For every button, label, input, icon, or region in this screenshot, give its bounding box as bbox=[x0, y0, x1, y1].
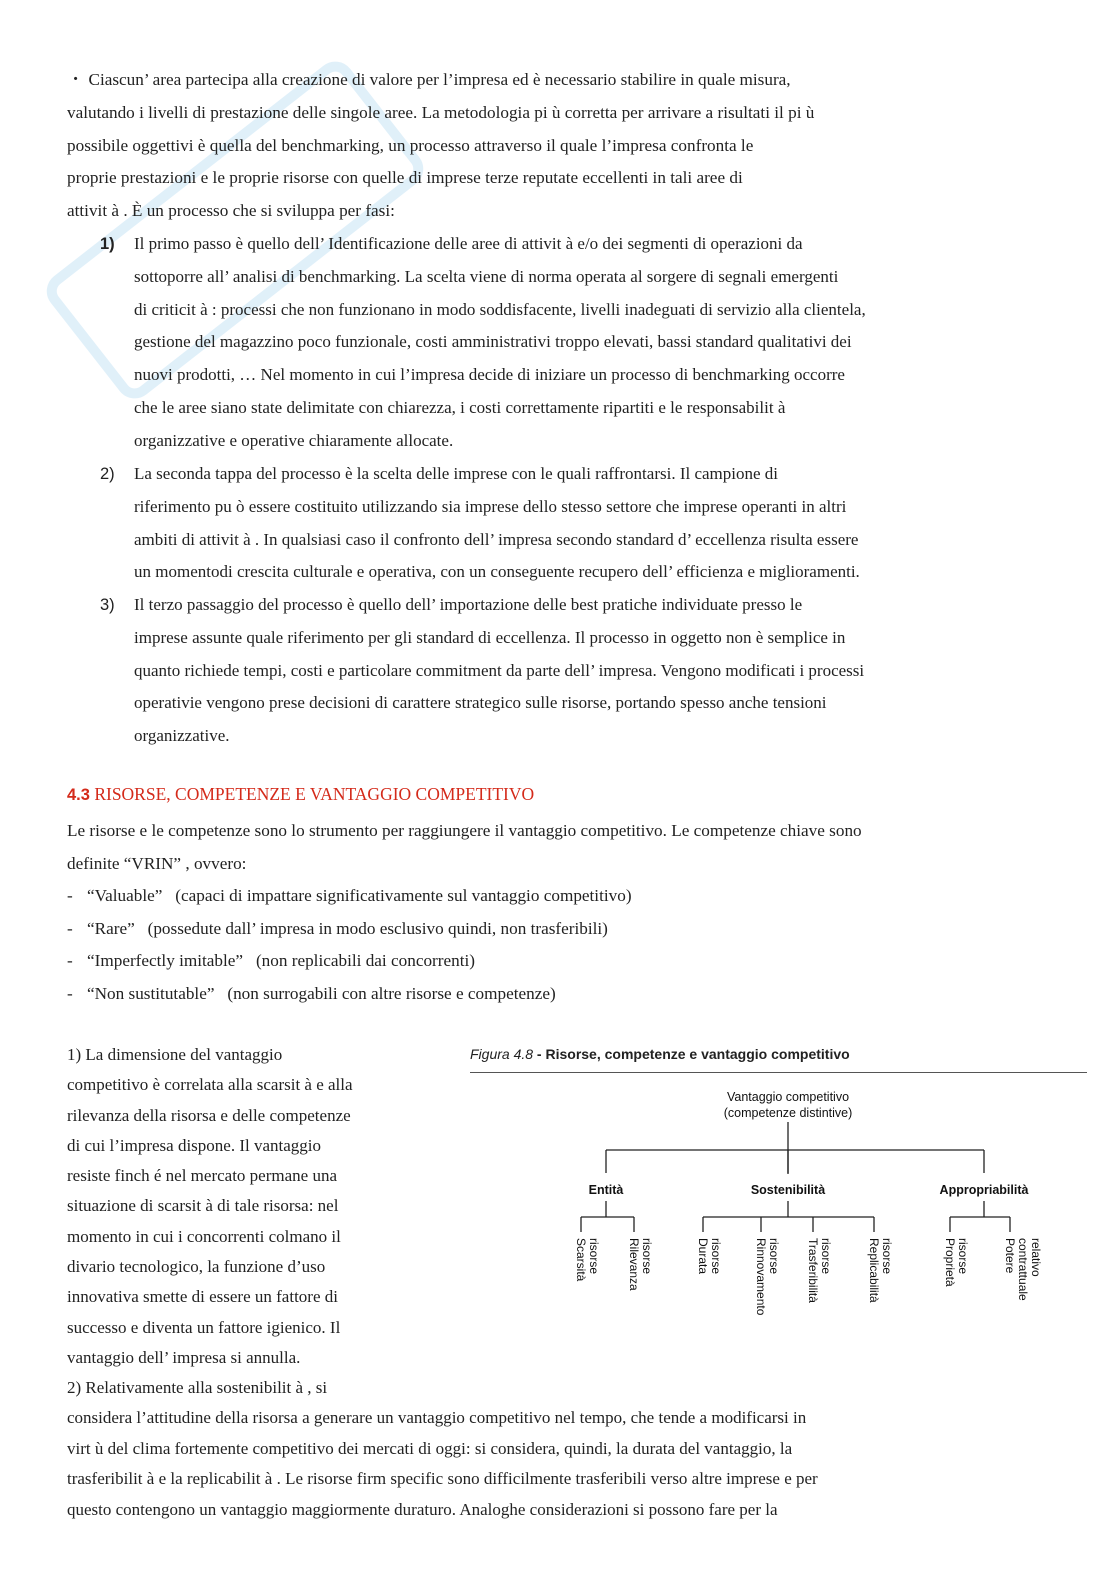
tree-category-label: Appropriabilità bbox=[939, 1183, 1029, 1197]
intro-paragraph bbox=[67, 64, 1047, 228]
figure-caption: Figura 4.8 - Risorse, competenze e vantaggio competitivo bbox=[470, 1046, 850, 1062]
tree-leaf-label bbox=[806, 1238, 833, 1303]
vrin-item: - “Non sustitutable” (non surrogabili con altre risorse e competenze) bbox=[67, 983, 556, 1003]
vrin-item: - “Rare” (possedute dall’ impresa in modo esclusivo quindi, non trasferibili) bbox=[67, 918, 608, 938]
vrin-desc: (capaci di impattare significativamente sul vantaggio competitivo) bbox=[175, 886, 632, 905]
intro-line: proprie prestazioni e le proprie risorse con quelle di imprese terze reputate eccellenti in tali aree di bbox=[67, 168, 743, 188]
tree-leaf-line: Trasferibilità bbox=[806, 1238, 820, 1303]
tree-leaf-label bbox=[943, 1238, 970, 1287]
tree-leaf-line: Scarsità bbox=[574, 1238, 588, 1282]
figure-4-8 bbox=[470, 1046, 1090, 1346]
closing-paragraph: considera l’attitudine della risorsa a generare un vantaggio competitivo nel tempo, che tende a modificarsi in virt ù del clima fortemente competitivo dei mercati di oggi: si considera, quindi, la durata del vantaggio, la trasferibilit à e la replicabilit à . Le risorse firm specific sono difficilmente trasferibili verso altre imprese e per questo contengono un vantaggio maggiormente duraturo. Analoghe considerazioni si possono fare per la bbox=[67, 1408, 818, 1519]
section-title: RISORSE, COMPETENZE E VANTAGGIO COMPETITIVO bbox=[94, 784, 535, 804]
tree-category-label: Entità bbox=[588, 1183, 624, 1197]
vrin-desc: (possedute dall’ impresa in modo esclusivo quindi, non trasferibili) bbox=[147, 918, 608, 938]
vrin-item: - “Valuable” (capaci di impattare significativamente sul vantaggio competitivo) bbox=[67, 886, 632, 905]
section-intro: Le risorse e le competenze sono lo strumento per raggiungere il vantaggio competitivo. Le competenze chiave sono definite “VRIN” , ovvero: bbox=[67, 821, 862, 873]
resource-tree-diagram bbox=[470, 1046, 1090, 1346]
vrin-list bbox=[67, 880, 767, 1010]
vrin-desc: (non replicabili dai concorrenti) bbox=[255, 951, 475, 970]
step-text: Il primo passo è quello dell’ Identificazione delle aree di attivit à e/o dei segmenti di operazioni da sottoporre all’ analisi di benchmarking. La scelta viene di norma operata al sorgere di segnali emergenti di criticit à : processi che non funzionano in modo soddisfacente, livelli inadeguati di servizio alla clientela, gestione del magazzino poco funzionale, costi amministrativi troppo elevati, bassi standard qualitativi dei nuovi prodotti, … Nel momento in cui l’impresa decide di iniziare un processo di benchmarking occorre che le aree siano state delimitate con chiarezza, i costi correttamente ripartiti e le responsabilit à organizzative e operative chiaramente allocate. bbox=[134, 234, 866, 450]
tree-leaf-label bbox=[696, 1238, 723, 1274]
vrin-term: “Valuable” bbox=[87, 886, 163, 905]
step-text: La seconda tappa del processo è la scelta delle imprese con le quali raffrontarsi. Il campione di riferimento pu ò essere costituito utilizzando sia imprese dello stesso settore che imprese operanti in altri ambiti di attivit à . In qualsiasi caso il confronto dell’ impresa secondo standard d’ eccellenza risulta essere un momentodi crescita culturale e operativa, con un conseguente recupero dell’ efficienza e miglioramenti. bbox=[134, 464, 860, 582]
tree-leaf-label bbox=[1003, 1238, 1043, 1301]
tree-leaf-line: relativo bbox=[1029, 1238, 1043, 1277]
intro-line: possibile oggettivi è quella del benchmarking, un processo attraverso il quale l’impresa confronta le bbox=[67, 135, 754, 155]
tree-leaf-line: Durata bbox=[696, 1238, 710, 1275]
tree-leaf-line: Proprietà bbox=[943, 1238, 957, 1287]
tree-leaf-line: risorse bbox=[709, 1238, 723, 1275]
tree-leaf-line: risorse bbox=[956, 1238, 970, 1275]
vrin-item: - “Imperfectly imitable” (non replicabili dai concorrenti) bbox=[67, 951, 475, 970]
step-number: 2) bbox=[100, 465, 115, 483]
benchmark-step-1 bbox=[100, 228, 1035, 458]
step-text: Il terzo passaggio del processo è quello dell’ importazione delle best pratiche individuate presso le imprese assunte quale riferimento per gli standard di eccellenza. Il processo in oggetto non è semplice in quanto richiede tempi, costi e particolare commitment da parte dell’ impresa. Vengono modificati i processi operativie vengono prese decisioni di carattere strategico sulle risorse, portando spesso anche tensioni organizzative. bbox=[134, 595, 865, 746]
tree-leaf-line: Potere bbox=[1003, 1238, 1017, 1274]
tree-leaf-line: risorse bbox=[880, 1238, 894, 1275]
benchmark-step-3 bbox=[100, 589, 1035, 753]
section-heading bbox=[67, 784, 534, 805]
tree-leaf-line: risorse bbox=[767, 1238, 781, 1275]
tree-leaf-line: contrattuale bbox=[1016, 1238, 1030, 1301]
tree-leaf-line: risorse bbox=[819, 1238, 833, 1275]
left-column-text: 1) La dimensione del vantaggio competitivo è correlata alla scarsit à e alla rilevanza della risorsa e delle competenze di cui l’impresa dispone. Il vantaggio resiste finch é nel mercato permane una situazione di scarsit à di tale risorsa: nel momento in cui i concorrenti colmano il divario tecnologico, la funzione d’uso innovativa smette di essere un fattore di successo e diventa un fattore igienico. Il vantaggio dell’ impresa si annulla. 2) Relativamente alla sostenibilit à , si bbox=[67, 1045, 353, 1398]
tree-leaf-line: Rinnovamento bbox=[754, 1238, 768, 1316]
tree-leaf-label bbox=[754, 1238, 781, 1316]
section-number: 4.3 bbox=[67, 786, 90, 804]
tree-leaf-line: risorse bbox=[640, 1238, 654, 1275]
tree-root-sublabel: (competenze distintive) bbox=[723, 1106, 853, 1120]
vrin-term: “Imperfectly imitable” bbox=[87, 951, 244, 970]
vrin-term: “Non sustitutable” bbox=[87, 983, 215, 1003]
vrin-desc: (non surrogabili con altre risorse e competenze) bbox=[227, 983, 556, 1003]
tree-leaf-label bbox=[627, 1238, 654, 1291]
tree-leaf-label bbox=[574, 1238, 601, 1282]
tree-leaf-line: Replicabilità bbox=[867, 1238, 881, 1303]
tree-leaf-line: risorse bbox=[587, 1238, 601, 1275]
tree-leaf-line: Rilevanza bbox=[627, 1238, 641, 1291]
tree-category-label: Sostenibilità bbox=[750, 1183, 826, 1197]
intro-line: valutando i livelli di prestazione delle singole aree. La metodologia pi ù corretta per arrivare a risultati il pi ù bbox=[67, 102, 815, 122]
vrin-term: “Rare” bbox=[87, 918, 135, 938]
intro-line: ・ Ciascun’ area partecipa alla creazione di valore per l’impresa ed è necessario stabilire in quale misura, bbox=[67, 70, 791, 89]
tree-root-label: Vantaggio competitivo bbox=[726, 1090, 850, 1104]
step-number: 1) bbox=[100, 235, 115, 253]
tree-leaf-label bbox=[867, 1238, 894, 1303]
intro-line: attivit à . È un processo che si sviluppa per fasi: bbox=[67, 201, 395, 221]
benchmark-step-2 bbox=[100, 458, 1035, 589]
step-number: 3) bbox=[100, 596, 115, 614]
